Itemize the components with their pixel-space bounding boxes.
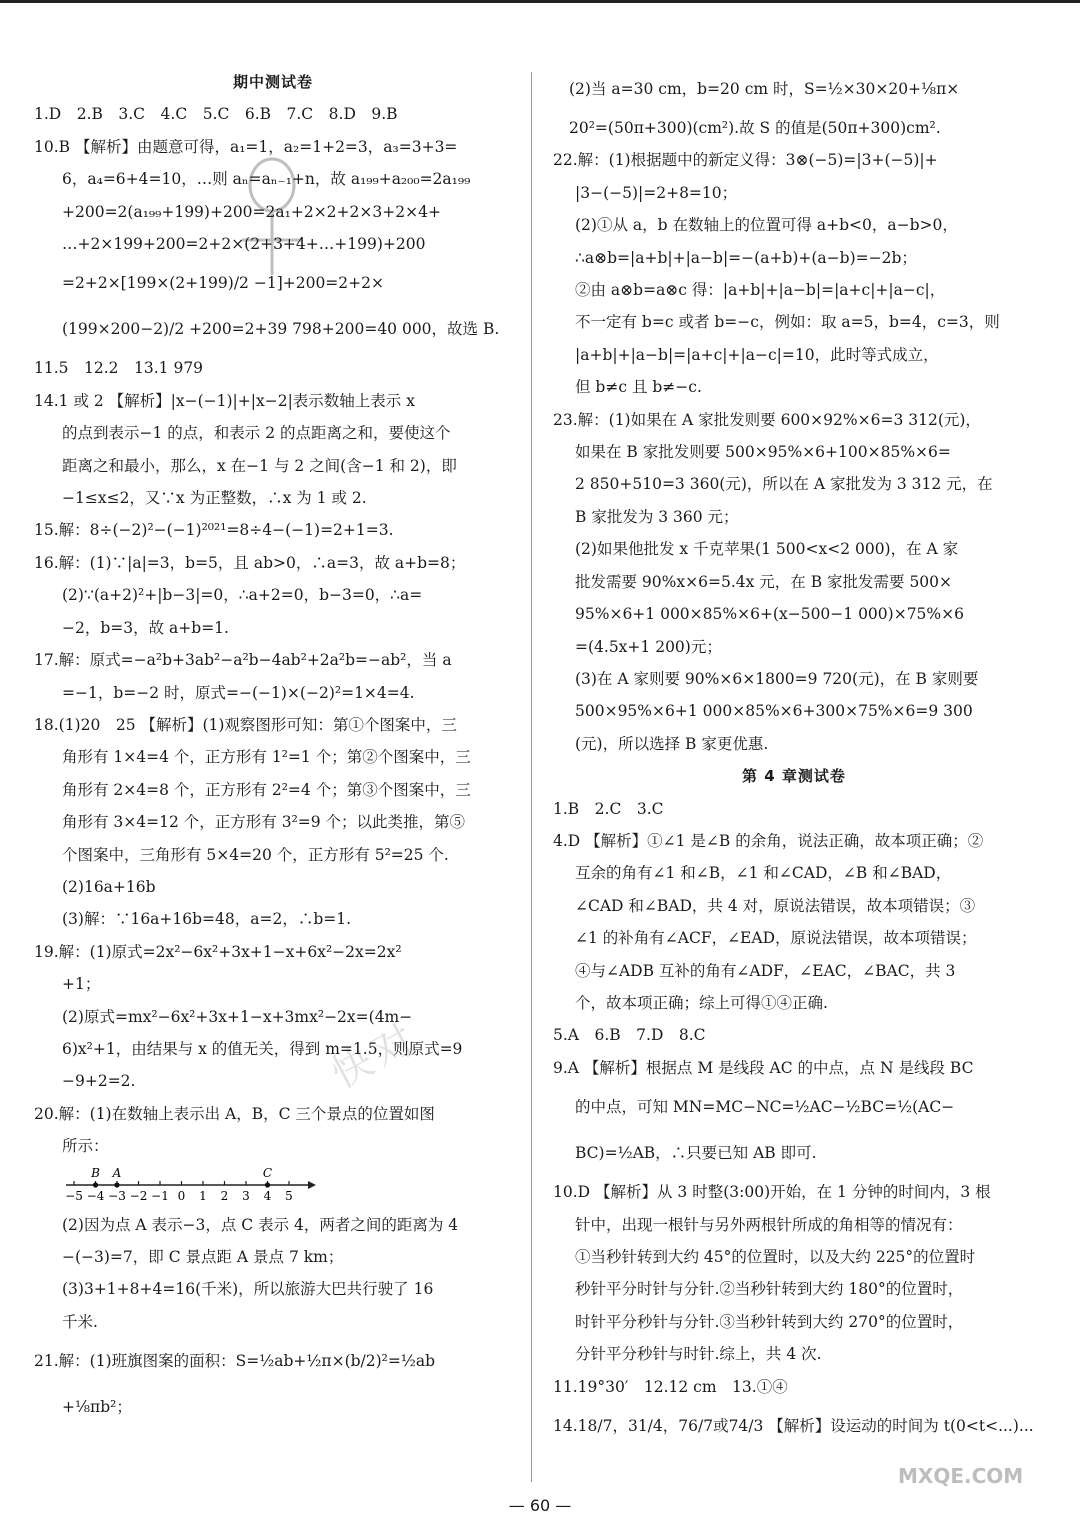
answer-line: 10.B 【解析】由题意可得，a₁=1，a₂=1+2=3，a₃=3+3=: [34, 137, 458, 156]
section-title-chapter4: 第 4 章测试卷: [742, 767, 846, 786]
answer-line: 针中，出现一根针与另外两根针所成的角相等的情况有：: [575, 1215, 963, 1234]
answer-line: =2+2×[199×(2+199)/2 −1]+200=2+2×: [62, 274, 384, 293]
answer-line: (3)3+1+8+4=16(千米)，所以旅游大巴共行驶了 16: [62, 1280, 434, 1299]
answer-line: ②由 a⊗b=a⊗c 得：|a+b|+|a−b|=|a+c|+|a−c|，: [575, 281, 946, 300]
page-number: — 60 —: [508, 1496, 572, 1515]
answer-line: 6)x²+1，由结果与 x 的值无关，得到 m=1.5，则原式=9: [62, 1039, 463, 1058]
column-divider: [531, 72, 532, 1482]
answer-line: ∴a⊗b=|a+b|+|a−b|=−(a+b)+(a−b)=−2b；: [575, 248, 917, 267]
answer-line: −9+2=2.: [62, 1072, 136, 1091]
answer-line: (2)①从 a，b 在数轴上的位置可得 a+b<0，a−b>0，: [575, 216, 958, 235]
answer-line: 分针平分秒针与时针.综上，共 4 次.: [575, 1345, 822, 1364]
answer-line: 互余的角有∠1 和∠B，∠1 和∠CAD，∠B 和∠BAD，: [575, 864, 952, 883]
answer-line: ∠1 的补角有∠ACF，∠EAD，原说法错误，故本项错误；: [575, 929, 977, 948]
answer-line: 个，故本项正确；综上可得①④正确.: [575, 993, 828, 1012]
answer-line: 21.解：(1)班旗图案的面积：S=½ab+½π×(b/2)²=½ab: [34, 1352, 436, 1371]
answer-line: 千米.: [62, 1312, 98, 1331]
answer-line: +200=2(a₁₉₉+199)+200=2a₁+2×2+2×3+2×4+: [62, 202, 441, 221]
answer-line: 批发需要 90%x×6=5.4x 元，在 B 家批发需要 500×: [575, 572, 953, 591]
answer-line: =(4.5x+1 200)元；: [575, 637, 722, 656]
answer-line: 6，a₄=6+4=10，…则 aₙ=aₙ₋₁+n，故 a₁₉₉+a₂₀₀=2a₁₉₉: [62, 170, 471, 189]
answer-line: |3−(−5)|=2+8=10；: [575, 183, 738, 202]
answer-line: −(−3)=7，即 C 景点距 A 景点 7 km；: [62, 1248, 344, 1266]
answer-line: 不一定有 b=c 或者 b=−c，例如：取 a=5，b=4，c=3，则: [575, 313, 1000, 332]
answer-line: (2)∵(a+2)²+|b−3|=0，∴a+2=0，b−3=0，∴a=: [62, 586, 423, 605]
answer-line: BC)=½AB，∴只要已知 AB 即可.: [575, 1144, 817, 1163]
number-line-point: [93, 1182, 98, 1187]
answer-line: 9.A 【解析】根据点 M 是线段 AC 的中点，点 N 是线段 BC: [553, 1058, 974, 1077]
top-rule: [0, 0, 1080, 3]
answer-line: 秒针平分时针与分针.②当秒针转到大约 180°的位置时，: [575, 1280, 964, 1299]
number-line-point-label: C: [262, 1165, 273, 1180]
answer-line: =−1，b=−2 时，原式=−(−1)×(−2)²=1×4=4.: [62, 683, 415, 702]
answer-line: |a+b|+|a−b|=|a+c|+|a−c|=10，此时等式成立，: [575, 345, 939, 364]
answer-line: (3)解：∵16a+16b=48，a=2，∴b=1.: [62, 910, 352, 929]
number-line-tick-label: −1: [151, 1188, 169, 1203]
answer-line: 2 850+510=3 360(元)，所以在 A 家批发为 3 312 元，在: [575, 475, 993, 494]
left-column: [34, 66, 512, 1430]
answer-line: 距离之和最小，那么，x 在−1 与 2 之间(含−1 和 2)，即: [62, 456, 457, 475]
answer-line: +⅛πb²；: [62, 1398, 132, 1417]
corner-logo: MXQE.COM: [898, 1464, 1024, 1488]
number-line-tick-label: −3: [108, 1188, 126, 1203]
number-line-point: [265, 1182, 270, 1187]
answer-line: −1≤x≤2，又∵x 为正整数，∴x 为 1 或 2.: [62, 489, 367, 508]
answer-line: 角形有 1×4=4 个，正方形有 1²=1 个；第②个图案中，三: [62, 748, 471, 767]
answer-line: 17.解：原式=−a²b+3ab²−a²b−4ab²+2a²b=−ab²，当 a: [34, 651, 452, 670]
answer-line: 14.1 或 2 【解析】|x−(−1)|+|x−2|表示数轴上表示 x: [34, 391, 415, 410]
right-column: [553, 66, 1035, 1449]
answer-line: 1.D 2.B 3.C 4.C 5.C 6.B 7.C 8.D 9.B: [34, 105, 398, 124]
answer-line: (2)当 a=30 cm，b=20 cm 时，S=½×30×20+⅛π×: [569, 80, 960, 98]
number-line-tick-label: 1: [199, 1188, 207, 1203]
answer-line: 时针平分秒针与分针.③当秒针转到大约 270°的位置时，: [575, 1312, 964, 1331]
number-line-tick-label: 3: [242, 1188, 250, 1203]
number-line-tick-label: 0: [177, 1188, 186, 1203]
answer-line: B 家批发为 3 360 元；: [575, 507, 739, 526]
answer-line: 19.解：(1)原式=2x²−6x²+3x+1−x+6x²−2x=2x²: [34, 942, 402, 961]
number-line-svg: [62, 1163, 322, 1209]
answer-line: 22.解：(1)根据题中的新定义得：3⊗(−5)=|3+(−5)|+: [553, 151, 938, 170]
section-title-midterm: 期中测试卷: [232, 73, 313, 91]
answer-line: (2)16a+16b: [62, 877, 156, 896]
answer-line: 95%×6+1 000×85%×6+(x−500−1 000)×75%×6: [575, 605, 964, 624]
number-line-tick-label: −5: [65, 1188, 83, 1203]
answer-line: ∠CAD 和∠BAD，共 4 对，原说法错误，故本项错误；③: [575, 896, 976, 915]
number-line-figure: [34, 1163, 512, 1209]
answer-line: 20²=(50π+300)(cm²).故 S 的值是(50π+300)cm².: [569, 119, 941, 137]
answer-line: 23.解：(1)如果在 A 家批发则要 600×92%×6=3 312(元)，: [553, 410, 981, 429]
answer-line: 14.18/7，31/4，76/7或74/3 【解析】设运动的时间为 t(0<t<...)...: [553, 1417, 1034, 1436]
answer-line: 500×95%×6+1 000×85%×6+300×75%×6=9 300: [575, 702, 973, 721]
answer-line: 角形有 2×4=8 个，正方形有 2²=4 个；第③个图案中，三: [62, 780, 471, 799]
number-line-tick-label: −2: [129, 1188, 148, 1203]
answer-line: 10.D 【解析】从 3 时整(3:00)开始，在 1 分钟的时间内，3 根: [553, 1183, 991, 1202]
number-line-tick-label: 2: [220, 1188, 229, 1203]
answer-line: 20.解：(1)在数轴上表示出 A，B，C 三个景点的位置如图: [34, 1104, 435, 1123]
answer-line: 11.5 12.2 13.1 979: [34, 359, 204, 378]
answer-line: 16.解：(1)∵|a|=3，b=5，且 ab>0，∴a=3，故 a+b=8；: [34, 553, 466, 572]
answer-line: 个图案中，三角形有 5×4=20 个，正方形有 5²=25 个.: [62, 845, 449, 864]
answer-line: +1；: [62, 975, 101, 994]
answer-line: (3)在 A 家则要 90%×6×1800=9 720(元)，在 B 家则要: [575, 669, 979, 688]
answer-line: 角形有 3×4=12 个，正方形有 3²=9 个；以此类推，第⑤: [62, 813, 466, 832]
answer-line: (元)，所以选择 B 家更优惠.: [575, 734, 769, 753]
answer-line: 11.19°30′ 12.12 cm 13.①④: [553, 1377, 788, 1396]
answer-line: ④与∠ADB 互补的角有∠ADF，∠EAC，∠BAC，共 3: [575, 961, 956, 980]
answer-line: (2)因为点 A 表示−3，点 C 表示 4，两者之间的距离为 4: [62, 1215, 459, 1234]
number-line-tick-label: 4: [263, 1188, 272, 1203]
answer-line: (2)原式=mx²−6x²+3x+1−x+3mx²−2x=(4m−: [62, 1007, 413, 1026]
answer-line: (199×200−2)/2 +200=2+39 798+200=40 000，故选 B.: [62, 320, 500, 339]
answer-line: 如果在 B 家批发则要 500×95%×6+100×85%×6=: [575, 443, 951, 462]
answer-line: 但 b≠c 且 b≠−c.: [575, 378, 702, 397]
answer-line: 15.解：8÷(−2)²−(−1)²⁰²¹=8÷4−(−1)=2+1=3.: [34, 521, 394, 540]
answer-line: 4.D 【解析】①∠1 是∠B 的余角，说法正确，故本项正确；②: [553, 831, 984, 850]
answer-line: 1.B 2.C 3.C: [553, 799, 664, 818]
answer-line: …+2×199+200=2+2×(2+3+4+…+199)+200: [62, 235, 426, 254]
answer-line: −2，b=3，故 a+b=1.: [62, 618, 229, 637]
number-line-point-label: B: [91, 1165, 100, 1180]
watermark: 快对: [324, 1014, 428, 1098]
answer-line: 的点到表示−1 的点，和表示 2 的点距离之和，要使这个: [62, 424, 451, 443]
number-line-point-label: A: [112, 1165, 122, 1180]
answer-line: 所示：: [62, 1137, 109, 1156]
answer-line: 5.A 6.B 7.D 8.C: [553, 1026, 706, 1045]
number-line-tick-label: 5: [285, 1188, 293, 1203]
answer-line: 18.(1)20 25 【解析】(1)观察图形可知：第①个图案中，三: [34, 715, 457, 734]
number-line-point: [114, 1182, 119, 1187]
answer-line: 的中点，可知 MN=MC−NC=½AC−½BC=½(AC−: [575, 1098, 955, 1117]
number-line-tick-label: −4: [86, 1188, 105, 1203]
answer-line: (2)如果他批发 x 千克苹果(1 500<x<2 000)，在 A 家: [575, 540, 959, 559]
answer-line: ①当秒针转到大约 45°的位置时，以及大约 225°的位置时: [575, 1248, 976, 1266]
